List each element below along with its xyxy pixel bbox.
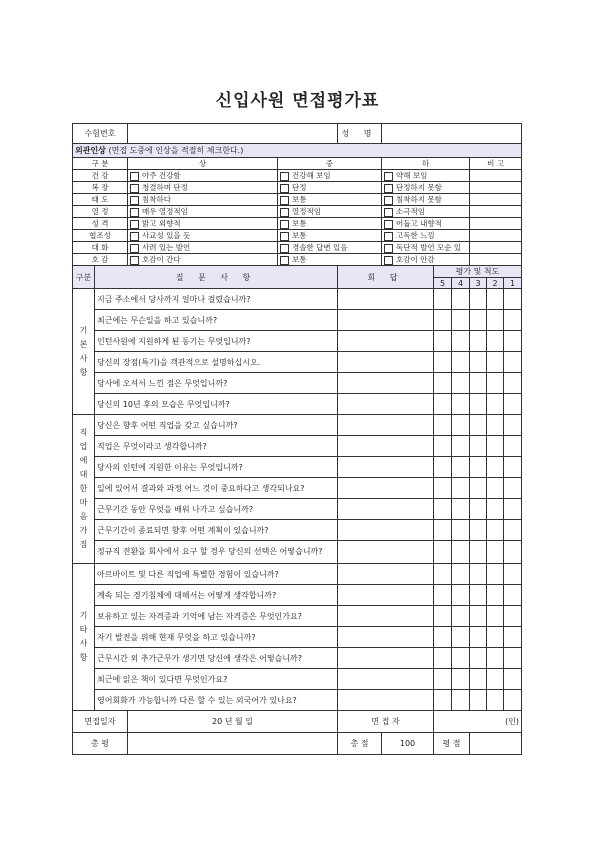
score-cell[interactable] <box>470 499 487 520</box>
appearance-row <box>73 206 522 218</box>
option-label: 사려 있는 발언 <box>142 243 191 252</box>
appearance-label: 외관인상 <box>75 146 106 155</box>
question-text: 계속 되는 경기침체에 대해서는 어떻게 생각합니까? <box>95 585 338 606</box>
score-cell[interactable] <box>504 394 522 415</box>
score-cell[interactable] <box>434 585 452 606</box>
score-cell[interactable] <box>452 289 470 310</box>
checkbox[interactable] <box>130 220 139 229</box>
interview-date-value[interactable]: 20 년 월 일 <box>128 711 338 733</box>
appearance-row <box>73 254 522 266</box>
appearance-note-cell[interactable] <box>470 206 522 218</box>
option-label: 침착하지 못함 <box>396 195 442 204</box>
score-cell[interactable] <box>504 373 522 394</box>
score-cell[interactable] <box>452 310 470 331</box>
appearance-row <box>73 182 522 194</box>
option-label: 소극적임 <box>396 207 425 216</box>
interviewer-seal[interactable]: (인) <box>434 711 522 733</box>
score-cell[interactable] <box>470 564 487 585</box>
question-group-label <box>73 564 95 711</box>
score-cell[interactable] <box>487 415 504 436</box>
scale-1: 1 <box>504 278 522 289</box>
total-score-value: 100 <box>382 733 434 755</box>
score-cell[interactable] <box>470 648 487 669</box>
score-cell[interactable] <box>452 541 470 564</box>
name-field[interactable] <box>382 124 522 144</box>
group-label-text: 직업에대한마음가짐 <box>79 428 88 549</box>
appearance-note-cell[interactable] <box>470 194 522 206</box>
score-cell[interactable] <box>434 436 452 457</box>
score-cell[interactable] <box>434 648 452 669</box>
question-text: 당신의 10년 후의 모습은 무엇입니까? <box>95 394 338 415</box>
appearance-option-high[interactable] <box>128 254 278 266</box>
appearance-row <box>73 218 522 230</box>
score-cell[interactable] <box>470 373 487 394</box>
checkbox[interactable] <box>280 244 289 253</box>
name-label: 성 명 <box>338 124 382 144</box>
question-row <box>73 690 522 711</box>
appearance-row <box>73 194 522 206</box>
score-cell[interactable] <box>487 564 504 585</box>
answer-cell[interactable] <box>338 541 434 564</box>
score-cell[interactable] <box>470 457 487 478</box>
question-row <box>73 648 522 669</box>
appearance-note-cell[interactable] <box>470 170 522 182</box>
score-cell[interactable] <box>487 627 504 648</box>
question-row <box>73 669 522 690</box>
score-cell[interactable] <box>470 415 487 436</box>
score-cell[interactable] <box>504 478 522 499</box>
question-col-category: 구분 <box>73 266 95 289</box>
appearance-note-cell[interactable] <box>470 230 522 242</box>
appearance-option-low[interactable] <box>382 182 470 194</box>
appearance-option-low[interactable] <box>382 206 470 218</box>
score-cell[interactable] <box>452 585 470 606</box>
option-label: 보통 <box>292 231 307 240</box>
score-cell[interactable] <box>470 669 487 690</box>
checkbox[interactable] <box>384 244 393 253</box>
total-score-label: 총 점 <box>338 733 382 755</box>
question-col-eval: 평가 및 척도 <box>434 266 522 278</box>
appearance-note-cell[interactable] <box>470 254 522 266</box>
question-row <box>73 331 522 352</box>
appearance-row <box>73 230 522 242</box>
checkbox[interactable] <box>130 256 139 265</box>
overall-review-label: 총 평 <box>73 733 128 755</box>
appearance-option-low[interactable] <box>382 170 470 182</box>
appearance-option-mid[interactable] <box>278 254 382 266</box>
option-label: 아주 건강함 <box>142 171 181 180</box>
appearance-col-category: 구 분 <box>73 158 128 170</box>
question-text: 아르바이트 및 다른 직업에 특별한 경험이 있습니까? <box>95 564 338 585</box>
appearance-row <box>73 170 522 182</box>
score-cell[interactable] <box>487 648 504 669</box>
option-label: 침착하다 <box>142 195 171 204</box>
answer-cell[interactable] <box>338 499 434 520</box>
checkbox[interactable] <box>130 208 139 217</box>
score-cell[interactable] <box>504 690 522 711</box>
appearance-option-mid[interactable] <box>278 218 382 230</box>
score-cell[interactable] <box>504 520 522 541</box>
appearance-category: 열 정 <box>73 206 128 218</box>
score-cell[interactable] <box>452 627 470 648</box>
score-cell[interactable] <box>452 499 470 520</box>
question-group-label <box>73 415 95 564</box>
score-cell[interactable] <box>470 289 487 310</box>
score-cell[interactable] <box>452 352 470 373</box>
appearance-option-mid[interactable] <box>278 230 382 242</box>
score-cell[interactable] <box>487 373 504 394</box>
score-cell[interactable] <box>504 585 522 606</box>
score-cell[interactable] <box>470 310 487 331</box>
appearance-col-low: 하 <box>382 158 470 170</box>
appearance-option-high[interactable] <box>128 230 278 242</box>
question-row <box>73 394 522 415</box>
checkbox[interactable] <box>280 196 289 205</box>
score-cell[interactable] <box>470 436 487 457</box>
question-text: 근무기간 동안 무엇을 배워 나가고 싶습니까? <box>95 499 338 520</box>
appearance-col-high: 상 <box>128 158 278 170</box>
question-group-label <box>73 289 95 415</box>
option-label: 보통 <box>292 195 307 204</box>
score-cell[interactable] <box>452 520 470 541</box>
checkbox[interactable] <box>130 232 139 241</box>
question-text: 최근에 읽은 책이 있다면 무엇인가요? <box>95 669 338 690</box>
checkbox[interactable] <box>384 172 393 181</box>
checkbox[interactable] <box>280 220 289 229</box>
score-cell[interactable] <box>487 310 504 331</box>
question-row <box>73 627 522 648</box>
checkbox[interactable] <box>280 256 289 265</box>
appearance-option-low[interactable] <box>382 242 470 254</box>
option-label: 보통 <box>292 255 307 264</box>
score-cell[interactable] <box>504 606 522 627</box>
score-cell[interactable] <box>434 690 452 711</box>
score-cell[interactable] <box>487 499 504 520</box>
appearance-category: 협조성 <box>73 230 128 242</box>
score-cell[interactable] <box>470 352 487 373</box>
checkbox[interactable] <box>384 196 393 205</box>
score-cell[interactable] <box>487 394 504 415</box>
option-label: 약해 보임 <box>396 171 428 180</box>
scale-5: 5 <box>434 278 452 289</box>
appearance-category: 호 감 <box>73 254 128 266</box>
answer-cell[interactable] <box>338 585 434 606</box>
appearance-header <box>73 144 522 158</box>
checkbox[interactable] <box>384 220 393 229</box>
appearance-option-low[interactable] <box>382 254 470 266</box>
option-label: 밝고 외향적 <box>142 219 181 228</box>
appearance-col-mid: 중 <box>278 158 382 170</box>
evaluation-form <box>72 123 522 755</box>
score-cell[interactable] <box>434 541 452 564</box>
score-cell[interactable] <box>452 373 470 394</box>
score-cell[interactable] <box>504 669 522 690</box>
score-cell[interactable] <box>487 478 504 499</box>
appearance-row <box>73 242 522 254</box>
appearance-option-high[interactable] <box>128 242 278 254</box>
score-cell[interactable] <box>434 478 452 499</box>
appearance-category: 태 도 <box>73 194 128 206</box>
answer-cell[interactable] <box>338 310 434 331</box>
option-label: 건강해 보임 <box>292 171 331 180</box>
score-cell[interactable] <box>487 331 504 352</box>
question-text: 당신은 향후 어떤 직업을 갖고 싶습니까? <box>95 415 338 436</box>
score-cell[interactable] <box>504 541 522 564</box>
appearance-category: 성 격 <box>73 218 128 230</box>
answer-cell[interactable] <box>338 606 434 627</box>
scale-3: 3 <box>470 278 487 289</box>
appearance-option-low[interactable] <box>382 230 470 242</box>
answer-cell[interactable] <box>338 520 434 541</box>
score-cell[interactable] <box>434 499 452 520</box>
appearance-option-high[interactable] <box>128 170 278 182</box>
answer-cell[interactable] <box>338 415 434 436</box>
question-text: 근무시간 외 추가근무가 생기면 당신에 생각은 어떻습니까? <box>95 648 338 669</box>
question-row <box>73 373 522 394</box>
answer-cell[interactable] <box>338 352 434 373</box>
grade-field[interactable] <box>470 733 522 755</box>
checkbox[interactable] <box>384 184 393 193</box>
option-label: 어둡고 내향적 <box>396 219 442 228</box>
score-cell[interactable] <box>504 289 522 310</box>
appearance-option-high[interactable] <box>128 182 278 194</box>
question-row <box>73 564 522 585</box>
checkbox[interactable] <box>130 196 139 205</box>
group-label-text: 기본사항 <box>79 325 88 377</box>
score-cell[interactable] <box>452 415 470 436</box>
score-cell[interactable] <box>504 564 522 585</box>
score-cell[interactable] <box>434 415 452 436</box>
answer-cell[interactable] <box>338 289 434 310</box>
score-cell[interactable] <box>504 436 522 457</box>
checkbox[interactable] <box>384 232 393 241</box>
score-cell[interactable] <box>434 373 452 394</box>
score-cell[interactable] <box>452 564 470 585</box>
question-text: 일에 있어서 결과와 과정 어느 것이 중요하다고 생각되나요? <box>95 478 338 499</box>
score-cell[interactable] <box>487 606 504 627</box>
score-cell[interactable] <box>504 499 522 520</box>
question-text: 직업은 무엇이라고 생각합니까? <box>95 436 338 457</box>
option-label: 사교성 있을 듯 <box>142 231 191 240</box>
answer-cell[interactable] <box>338 457 434 478</box>
score-cell[interactable] <box>434 564 452 585</box>
score-cell[interactable] <box>434 394 452 415</box>
score-cell[interactable] <box>434 520 452 541</box>
score-cell[interactable] <box>470 478 487 499</box>
question-row <box>73 520 522 541</box>
score-cell[interactable] <box>470 331 487 352</box>
appearance-category: 건 강 <box>73 170 128 182</box>
score-cell[interactable] <box>452 436 470 457</box>
score-cell[interactable] <box>504 415 522 436</box>
score-cell[interactable] <box>487 436 504 457</box>
answer-cell[interactable] <box>338 690 434 711</box>
option-label: 단정 <box>292 183 307 192</box>
grade-label: 평 점 <box>434 733 470 755</box>
score-cell[interactable] <box>470 541 487 564</box>
score-cell[interactable] <box>434 457 452 478</box>
score-cell[interactable] <box>434 352 452 373</box>
checkbox[interactable] <box>280 208 289 217</box>
score-cell[interactable] <box>434 331 452 352</box>
question-row <box>73 457 522 478</box>
score-cell[interactable] <box>434 289 452 310</box>
score-cell[interactable] <box>452 606 470 627</box>
score-cell[interactable] <box>487 457 504 478</box>
checkbox[interactable] <box>384 208 393 217</box>
answer-cell[interactable] <box>338 648 434 669</box>
score-cell[interactable] <box>487 669 504 690</box>
interview-date-label: 면접일자 <box>73 711 128 733</box>
score-cell[interactable] <box>470 627 487 648</box>
question-text: 근무기간이 종료되면 향후 어떤 계획이 있습니까? <box>95 520 338 541</box>
option-label: 단정하지 못함 <box>396 183 442 192</box>
appearance-option-high[interactable] <box>128 194 278 206</box>
score-cell[interactable] <box>434 669 452 690</box>
appearance-option-mid[interactable] <box>278 182 382 194</box>
score-cell[interactable] <box>470 585 487 606</box>
score-cell[interactable] <box>504 310 522 331</box>
question-row <box>73 478 522 499</box>
appearance-option-mid[interactable] <box>278 242 382 254</box>
exam-number-label: 수험번호 <box>73 124 128 144</box>
checkbox[interactable] <box>280 232 289 241</box>
question-row <box>73 310 522 331</box>
score-cell[interactable] <box>487 520 504 541</box>
appearance-note-cell[interactable] <box>470 242 522 254</box>
question-row <box>73 289 522 310</box>
score-cell[interactable] <box>434 606 452 627</box>
appearance-option-mid[interactable] <box>278 206 382 218</box>
option-label: 고독한 느낌 <box>396 231 435 240</box>
appearance-note-cell[interactable] <box>470 218 522 230</box>
score-cell[interactable] <box>452 457 470 478</box>
appearance-option-mid[interactable] <box>278 194 382 206</box>
question-text: 보유하고 있는 자격증과 기억에 남는 자격증은 무엇인가요? <box>95 606 338 627</box>
answer-cell[interactable] <box>338 436 434 457</box>
score-cell[interactable] <box>504 331 522 352</box>
question-text: 지금 주소에서 당사까지 얼마나 걸렸습니까? <box>95 289 338 310</box>
interviewer-label: 면 접 자 <box>338 711 434 733</box>
option-label: 경솔한 답변 있음 <box>292 243 348 252</box>
score-cell[interactable] <box>452 478 470 499</box>
score-cell[interactable] <box>452 331 470 352</box>
score-cell[interactable] <box>452 394 470 415</box>
score-cell[interactable] <box>452 648 470 669</box>
appearance-note: (면접 도중에 인상을 적절히 체크한다.) <box>108 146 244 155</box>
option-label: 보통 <box>292 219 307 228</box>
page-title: 신입사원 면접평가표 <box>215 91 380 111</box>
exam-number-field[interactable] <box>128 124 338 144</box>
answer-cell[interactable] <box>338 394 434 415</box>
question-text: 인턴사원에 지원하게 된 동기는 무엇입니까? <box>95 331 338 352</box>
appearance-option-low[interactable] <box>382 218 470 230</box>
question-text: 당사에 오셔서 느낀 점은 무엇입니까? <box>95 373 338 394</box>
score-cell[interactable] <box>504 627 522 648</box>
score-cell[interactable] <box>470 606 487 627</box>
score-cell[interactable] <box>434 310 452 331</box>
answer-cell[interactable] <box>338 564 434 585</box>
question-row <box>73 499 522 520</box>
option-label: 청결하며 단정 <box>142 183 188 192</box>
checkbox[interactable] <box>130 244 139 253</box>
option-label: 호감이 간다 <box>142 255 181 264</box>
appearance-category: 복 장 <box>73 182 128 194</box>
appearance-option-high[interactable] <box>128 218 278 230</box>
score-cell[interactable] <box>487 289 504 310</box>
question-text: 자기 발전을 위해 현재 무엇을 하고 있습니까? <box>95 627 338 648</box>
question-text: 영어회화가 가능합니까 다른 할 수 있는 외국어가 있나요? <box>95 690 338 711</box>
question-row <box>73 436 522 457</box>
appearance-option-mid[interactable] <box>278 170 382 182</box>
score-cell[interactable] <box>470 394 487 415</box>
score-cell[interactable] <box>434 627 452 648</box>
scale-4: 4 <box>452 278 470 289</box>
option-label: 독단적 발언 모순 있 <box>396 243 462 252</box>
score-cell[interactable] <box>452 690 470 711</box>
appearance-option-low[interactable] <box>382 194 470 206</box>
score-cell[interactable] <box>504 352 522 373</box>
appearance-option-high[interactable] <box>128 206 278 218</box>
answer-cell[interactable] <box>338 331 434 352</box>
checkbox[interactable] <box>280 184 289 193</box>
question-text: 정규직 전환을 회사에서 요구 할 경우 당신의 선택은 어떻습니까? <box>95 541 338 564</box>
question-row <box>73 415 522 436</box>
question-row <box>73 352 522 373</box>
overall-review-field[interactable] <box>128 733 338 755</box>
question-text: 당사의 인턴에 지원한 이유는 무엇입니까? <box>95 457 338 478</box>
appearance-category: 대 화 <box>73 242 128 254</box>
checkbox[interactable] <box>280 172 289 181</box>
question-row <box>73 606 522 627</box>
checkbox[interactable] <box>384 256 393 265</box>
question-row <box>73 541 522 564</box>
option-label: 호감이 안감 <box>396 255 435 264</box>
option-label: 매우 열정적임 <box>142 207 188 216</box>
question-text: 당신의 장점(특기)을 객관적으로 설명하십시오. <box>95 352 338 373</box>
score-cell[interactable] <box>504 648 522 669</box>
score-cell[interactable] <box>504 457 522 478</box>
score-cell[interactable] <box>452 669 470 690</box>
group-label-text: 기타사항 <box>79 611 88 662</box>
score-cell[interactable] <box>470 690 487 711</box>
score-cell[interactable] <box>487 352 504 373</box>
appearance-col-note: 비 고 <box>470 158 522 170</box>
checkbox[interactable] <box>130 172 139 181</box>
score-cell[interactable] <box>487 585 504 606</box>
answer-cell[interactable] <box>338 669 434 690</box>
option-label: 열정적임 <box>292 207 321 216</box>
question-row <box>73 585 522 606</box>
score-cell[interactable] <box>487 541 504 564</box>
question-col-answer: 회 답 <box>338 266 434 289</box>
scale-2: 2 <box>487 278 504 289</box>
question-text: 최근에는 무슨일을 하고 있습니까? <box>95 310 338 331</box>
question-col-question: 질 문 사 항 <box>95 266 338 289</box>
appearance-note-cell[interactable] <box>470 182 522 194</box>
answer-cell[interactable] <box>338 373 434 394</box>
checkbox[interactable] <box>130 184 139 193</box>
answer-cell[interactable] <box>338 627 434 648</box>
score-cell[interactable] <box>487 690 504 711</box>
answer-cell[interactable] <box>338 478 434 499</box>
score-cell[interactable] <box>470 520 487 541</box>
